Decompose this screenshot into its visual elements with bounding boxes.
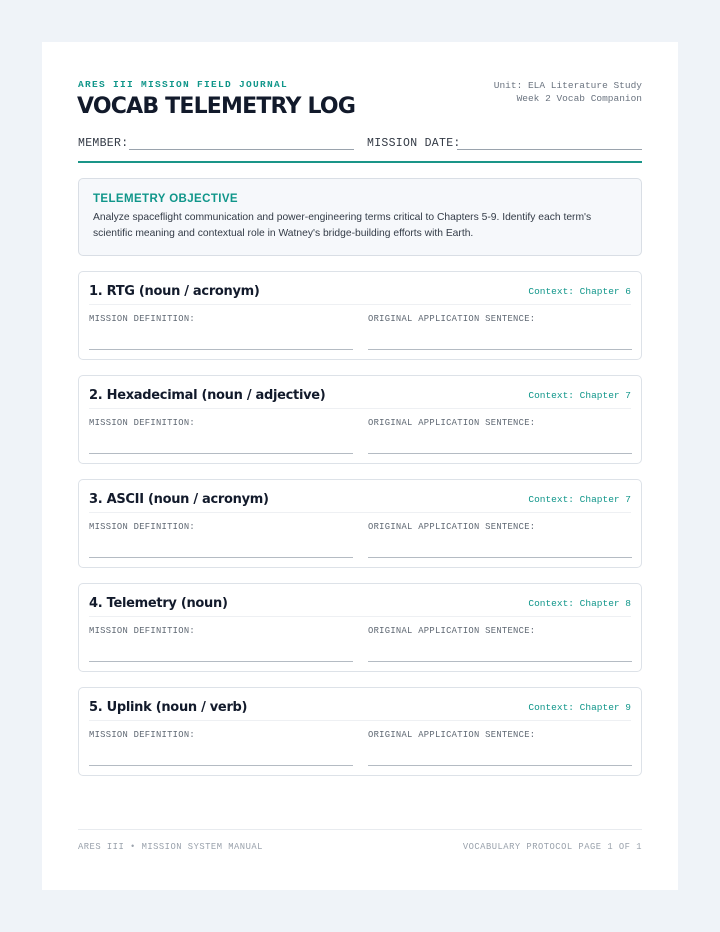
card-divider bbox=[89, 616, 631, 617]
definition-answer-line[interactable] bbox=[89, 453, 353, 454]
vocab-term-title: 5. Uplink (noun / verb) bbox=[89, 700, 248, 715]
member-date-row bbox=[78, 137, 642, 151]
vocab-card bbox=[78, 479, 642, 568]
footer-left: ARES III • MISSION SYSTEM MANUAL bbox=[78, 842, 263, 852]
sentence-answer-line[interactable] bbox=[368, 661, 632, 662]
vocab-card bbox=[78, 271, 642, 360]
page-title: VOCAB TELEMETRY LOG bbox=[77, 94, 356, 119]
objective-box bbox=[78, 178, 642, 256]
sentence-answer-line[interactable] bbox=[368, 765, 632, 766]
unit-label: Unit: ELA Literature Study bbox=[493, 80, 642, 91]
definition-label: MISSION DEFINITION: bbox=[89, 626, 196, 636]
week-label: Week 2 Vocab Companion bbox=[516, 93, 642, 104]
vocab-card bbox=[78, 687, 642, 776]
vocab-term-title: 3. ASCII (noun / acronym) bbox=[89, 492, 269, 507]
card-divider bbox=[89, 304, 631, 305]
vocab-card bbox=[78, 375, 642, 464]
sentence-label: ORIGINAL APPLICATION SENTENCE: bbox=[368, 522, 536, 532]
card-divider bbox=[89, 720, 631, 721]
definition-answer-line[interactable] bbox=[89, 765, 353, 766]
member-label: MEMBER: bbox=[78, 137, 129, 150]
footer-page-number: VOCABULARY PROTOCOL PAGE 1 OF 1 bbox=[462, 842, 642, 852]
vocab-term-title: 2. Hexadecimal (noun / adjective) bbox=[89, 388, 326, 403]
chapter-context: Context: Chapter 7 bbox=[528, 494, 631, 505]
mission-date-field[interactable] bbox=[457, 149, 642, 150]
sentence-answer-line[interactable] bbox=[368, 557, 632, 558]
chapter-context: Context: Chapter 9 bbox=[528, 702, 631, 713]
sentence-label: ORIGINAL APPLICATION SENTENCE: bbox=[368, 418, 536, 428]
definition-label: MISSION DEFINITION: bbox=[89, 522, 196, 532]
chapter-context: Context: Chapter 8 bbox=[528, 598, 631, 609]
definition-label: MISSION DEFINITION: bbox=[89, 418, 196, 428]
definition-answer-line[interactable] bbox=[89, 557, 353, 558]
definition-answer-line[interactable] bbox=[89, 661, 353, 662]
vocab-term-title: 1. RTG (noun / acronym) bbox=[89, 284, 260, 299]
objective-text: Analyze spaceflight communication and power-engineering terms critical to Chapters 5-9. Identify each term's scientific meaning and contextual role in Watney's bridge-building efforts with Earth. bbox=[93, 212, 592, 239]
definition-label: MISSION DEFINITION: bbox=[89, 314, 196, 324]
journal-kicker: ARES III MISSION FIELD JOURNAL bbox=[78, 79, 289, 90]
sentence-answer-line[interactable] bbox=[368, 453, 632, 454]
chapter-context: Context: Chapter 6 bbox=[528, 286, 631, 297]
sentence-label: ORIGINAL APPLICATION SENTENCE: bbox=[368, 314, 536, 324]
card-divider bbox=[89, 408, 631, 409]
sentence-label: ORIGINAL APPLICATION SENTENCE: bbox=[368, 730, 536, 740]
header-divider bbox=[78, 161, 642, 163]
definition-answer-line[interactable] bbox=[89, 349, 353, 350]
member-field[interactable] bbox=[129, 149, 354, 150]
sentence-answer-line[interactable] bbox=[368, 349, 632, 350]
objective-heading: TELEMETRY OBJECTIVE bbox=[93, 193, 238, 205]
worksheet-page bbox=[42, 42, 678, 890]
vocab-term-title: 4. Telemetry (noun) bbox=[89, 596, 228, 611]
footer-divider bbox=[78, 829, 642, 830]
definition-label: MISSION DEFINITION: bbox=[89, 730, 196, 740]
mission-date-label: MISSION DATE: bbox=[367, 137, 461, 150]
vocab-card bbox=[78, 583, 642, 672]
card-divider bbox=[89, 512, 631, 513]
chapter-context: Context: Chapter 7 bbox=[528, 390, 631, 401]
unit-meta bbox=[494, 79, 642, 105]
sentence-label: ORIGINAL APPLICATION SENTENCE: bbox=[368, 626, 536, 636]
